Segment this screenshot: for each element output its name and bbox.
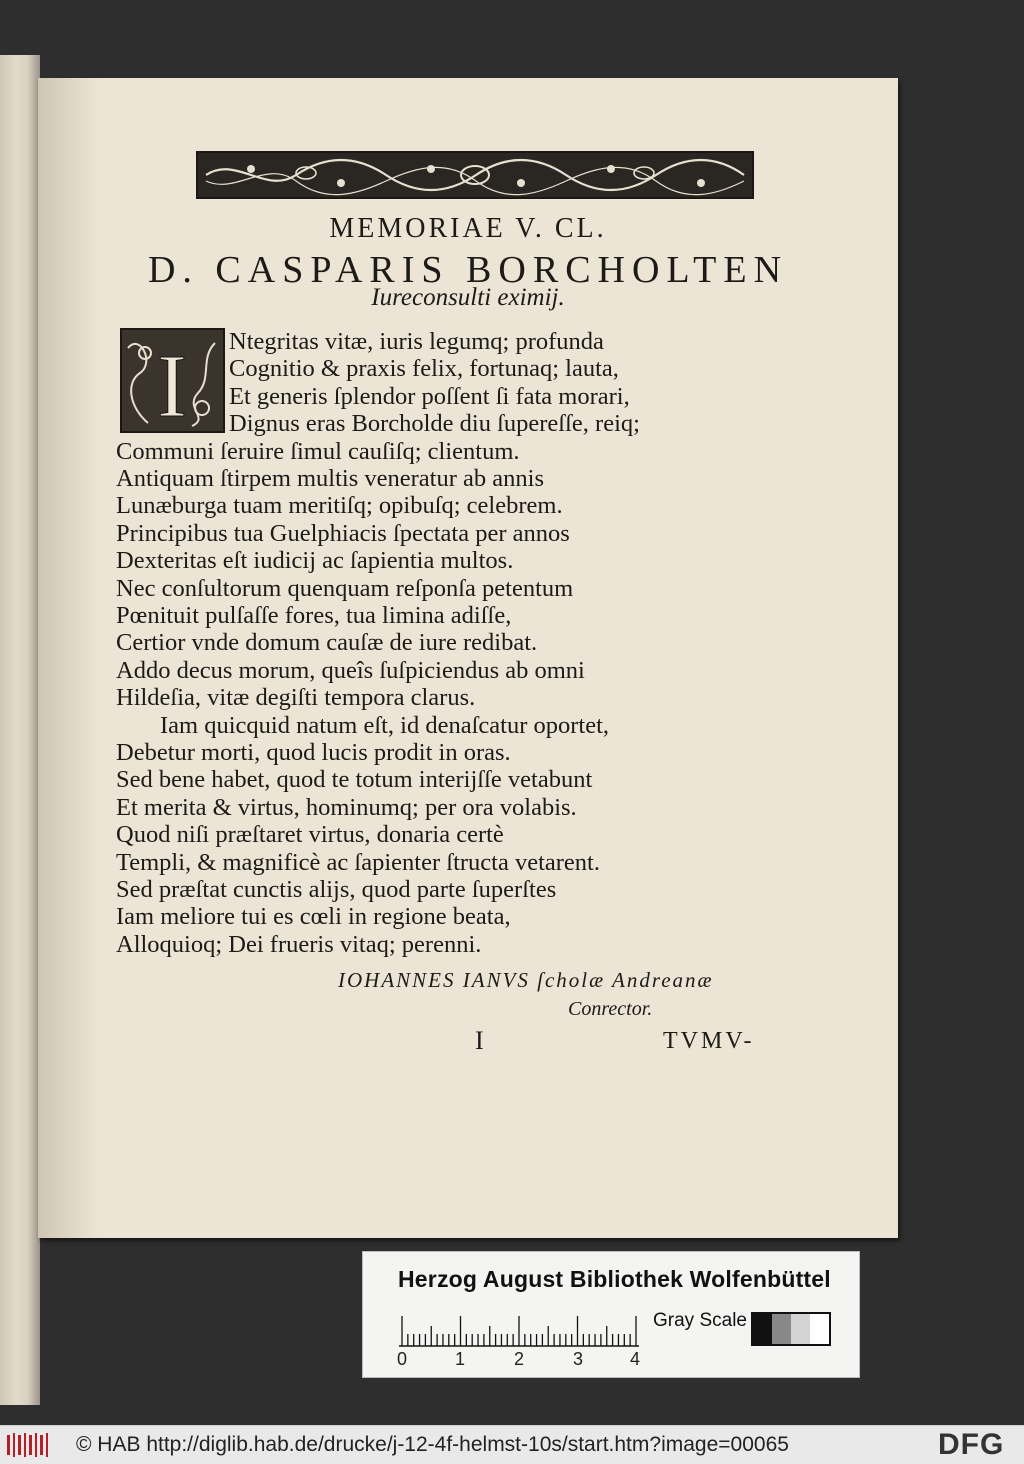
poem-line: Cognitio & praxis felix, fortunaq; lauta, [229,355,619,383]
poem-line: Debetur morti, quod lucis prodit in oras. [116,739,511,766]
poem-line: Ntegritas vitæ, iuris legumq; profunda [229,328,604,355]
gray-swatch [810,1314,829,1344]
poem-line: Et generis ſplendor poſſent ſi fata morari, [229,382,630,410]
poem-line: Nec conſultorum quenquam reſponſa petentum [116,574,574,602]
heading-subtitle: Iureconsulti eximij. [371,284,565,311]
ruler-number: 2 [513,1349,524,1369]
gray-swatch [791,1314,810,1344]
ruler-number: 0 [396,1349,407,1369]
ruler-number: 3 [572,1349,583,1369]
ruler-number: 1 [454,1349,465,1369]
poem-line: Pœnituit pulſaſſe fores, tua limina adiſſe, [116,602,512,629]
poem-line: Quod niſi præſtaret virtus, donaria certè [116,821,504,849]
poem-line: Communi ſeruire ſimul cauſiſq; clientum. [116,437,520,465]
ruler-number: 4 [629,1349,640,1369]
poem-line: Iam quicquid natum eſt, id denaſcatur oportet, [160,711,610,739]
poem-line: Templi, & magnificè ac ſapienter ſtructa vetarent. [116,848,600,876]
signature-mark: I [475,1026,484,1055]
heading-name: D. CASPARIS BORCHOLTEN [147,249,789,291]
poem-line: Et merita & virtus, hominumq; per ora volabis. [116,793,577,821]
poem-line: Addo decus morum, queîs ſuſpiciendus ab omni [116,656,585,684]
poem-line: Iam meliore tui es cœli in regione beata, [116,903,511,931]
adjacent-page-edge [0,55,40,1405]
copyright-url[interactable]: © HAB http://diglib.hab.de/drucke/j-12-4f-helmst-10s/start.htm?image=00065 [76,1433,789,1456]
author-signature: IOHANNES IANVS ſcholæ Andreanæ [338,968,714,992]
poem-line: Certior vnde domum cauſæ de iure redibat. [116,629,538,657]
poem-line: Alloquioq; Dei frueris vitaq; perenni. [116,930,482,958]
poem-line: Sed præſtat cunctis alijs, quod parte ſuperſtes [116,876,557,903]
gray-swatch [753,1314,772,1344]
dfg-logo: DFG [938,1428,1005,1461]
poem-line: Lunæburga tuam meritiſq; opibuſq; celebrem. [116,492,563,520]
gray-swatch [772,1314,791,1344]
library-scale-card [362,1251,860,1378]
author-title: Conrector. [568,998,653,1020]
book-page [38,78,898,1238]
svg-text:I: I [157,337,187,433]
gray-scale-label: Gray Scale [653,1310,747,1331]
poem-body [38,78,898,1078]
library-name: Herzog August Bibliothek Wolfenbüttel [398,1266,831,1292]
hab-barcode-logo-icon [6,1432,50,1458]
footer-bar [0,1425,1024,1464]
ruler-icon [399,1310,639,1354]
heading-memoriae: MEMORIAE V. CL. [329,213,607,244]
poem-line: Dexteritas eſt iudicij ac ſapientia multos. [116,547,514,575]
poem-line: Hildeſia, vitæ degiſti tempora clarus. [116,684,476,712]
gray-scale-swatch [751,1312,831,1346]
poem-line: Dignus eras Borcholde diu ſupereſſe, reiq; [229,410,640,438]
poem-line: Principibus tua Guelphiacis ſpectata per annos [116,519,570,547]
catchword: TVMV- [663,1028,755,1054]
poem-line: Sed bene habet, quod te totum interijſſe vetabunt [116,766,593,794]
poem-line: Antiquam ſtirpem multis veneratur ab annis [116,465,544,492]
